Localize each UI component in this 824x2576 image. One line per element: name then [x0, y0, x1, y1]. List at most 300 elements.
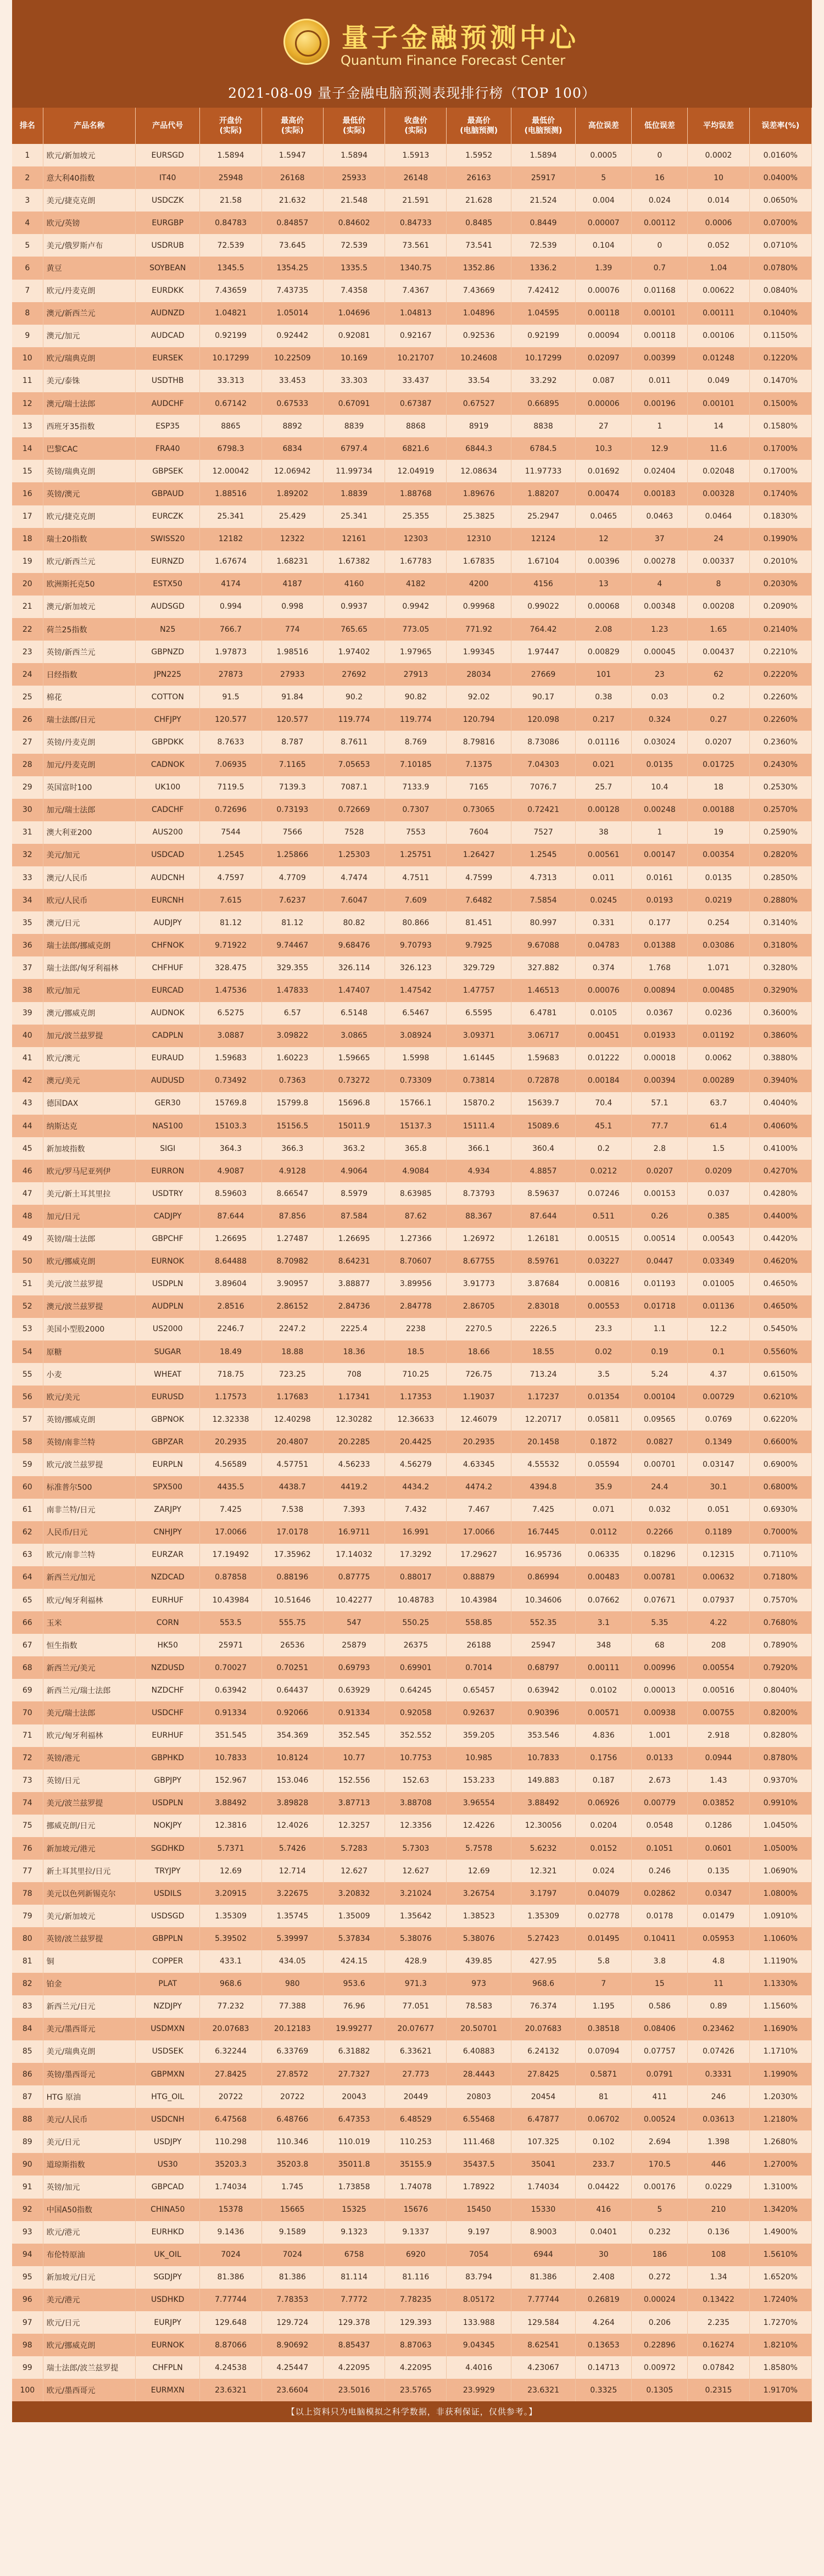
table-cell: 110.253 [385, 2130, 447, 2153]
table-row [12, 1250, 812, 1273]
table-row [12, 979, 812, 1002]
table-cell: USDCNH [136, 2108, 200, 2130]
table-cell: 21.58 [200, 189, 261, 212]
table-cell: 0.8485 [447, 212, 511, 234]
table-cell: 99 [12, 2356, 43, 2379]
table-row [12, 2334, 812, 2356]
table-cell: 1.26181 [511, 1228, 575, 1250]
table-cell: 0.0209 [688, 1160, 749, 1182]
table-cell: 3.87684 [511, 1273, 575, 1295]
table-cell: 0.2266 [632, 1521, 688, 1544]
table-cell: 90.17 [511, 686, 575, 708]
table-cell: 12303 [385, 528, 447, 550]
table-cell: 13 [576, 573, 632, 596]
table-cell: 60 [12, 1476, 43, 1499]
table-cell: 玉米 [43, 1611, 135, 1634]
table-cell: 8.63985 [385, 1182, 447, 1205]
table-cell: 3.20915 [200, 1882, 261, 1905]
table-cell: 3.88492 [200, 1792, 261, 1815]
table-cell: 53 [12, 1318, 43, 1340]
table-cell: 欧元/新西兰元 [43, 550, 135, 573]
table-cell: 59 [12, 1453, 43, 1476]
table-cell: 764.42 [511, 618, 575, 641]
table-cell: 0.1756 [576, 1747, 632, 1770]
table-cell: 0.0827 [632, 1431, 688, 1453]
table-cell: 4.9087 [200, 1160, 261, 1182]
table-cell: 7.393 [323, 1499, 385, 1521]
table-row [12, 956, 812, 979]
table-cell: 8865 [200, 415, 261, 437]
table-cell: 1.17573 [200, 1386, 261, 1408]
table-cell: 1.04696 [323, 302, 385, 325]
table-cell: 5.7371 [200, 1837, 261, 1860]
table-cell: 6.32244 [200, 2040, 261, 2063]
table-cell: 0.00348 [632, 596, 688, 618]
table-cell: 1.47833 [261, 979, 323, 1002]
table-cell: 0.1740% [749, 482, 811, 505]
table-cell: 10.7753 [385, 1747, 447, 1770]
table-cell: 0.92081 [323, 325, 385, 347]
table-cell: 6844.3 [447, 437, 511, 460]
table-cell: 加元/瑞士法郎 [43, 799, 135, 821]
table-cell: 新加坡元/港元 [43, 1837, 135, 1860]
table-cell: 1.0910% [749, 1905, 811, 1927]
table-cell: NOKJPY [136, 1815, 200, 1837]
table-cell: 78 [12, 1882, 43, 1905]
table-cell: 0.00451 [576, 1025, 632, 1047]
table-cell: 0.38 [576, 686, 632, 708]
table-cell: 152.556 [323, 1770, 385, 1792]
table-cell: 1.88516 [200, 482, 261, 505]
table-cell: 0.0464 [688, 505, 749, 528]
table-cell: 1.8580% [749, 2356, 811, 2379]
table-cell: 英镑/南非兰特 [43, 1431, 135, 1453]
table-cell: 1.26972 [447, 1228, 511, 1250]
table-cell: 8919 [447, 415, 511, 437]
table-cell: 80 [12, 1927, 43, 1950]
table-cell: 2.8516 [200, 1295, 261, 1318]
table-cell: 12.3356 [385, 1815, 447, 1837]
table-cell: 7566 [261, 821, 323, 844]
table-cell: 81.116 [385, 2266, 447, 2289]
table-cell: GBPMXN [136, 2063, 200, 2085]
table-cell: 15799.8 [261, 1092, 323, 1115]
table-cell: 9.1436 [200, 2221, 261, 2244]
table-cell: 0.01116 [576, 731, 632, 753]
table-row [12, 2130, 812, 2153]
table-cell: 0.07757 [632, 2040, 688, 2063]
table-cell: 0.2880% [749, 889, 811, 911]
table-cell: 0.2030% [749, 573, 811, 596]
table-cell: 0.00278 [632, 550, 688, 573]
table-cell: 欧元/人民币 [43, 889, 135, 911]
table-cell: 0.021 [576, 754, 632, 776]
table-cell: 0.00045 [632, 641, 688, 663]
table-cell: 9.74467 [261, 934, 323, 956]
table-row [12, 2018, 812, 2040]
table-cell: 1.195 [576, 1995, 632, 2018]
table-cell: 23 [632, 663, 688, 686]
table-cell: 7.10185 [385, 754, 447, 776]
table-cell: 100 [12, 2379, 43, 2401]
table-cell: 0.6800% [749, 1476, 811, 1499]
table-cell: USDTRY [136, 1182, 200, 1205]
table-cell: 0.7363 [261, 1070, 323, 1092]
table-cell: 0.63942 [200, 1679, 261, 1701]
table-cell: 2226.5 [511, 1318, 575, 1340]
table-cell: 4.934 [447, 1160, 511, 1182]
table-cell: 27.8425 [511, 2063, 575, 2085]
table-cell: GBPNOK [136, 1408, 200, 1431]
table-cell: 7.43669 [447, 280, 511, 302]
table-cell: 0.01692 [576, 460, 632, 482]
table-cell: AUDJPY [136, 911, 200, 934]
table-cell: 新西兰元/加元 [43, 1566, 135, 1589]
table-cell: 0.0219 [688, 889, 749, 911]
table-cell: 澳大利亚200 [43, 821, 135, 844]
table-cell: 12.9 [632, 437, 688, 460]
table-cell: 1345.5 [200, 257, 261, 279]
table-cell: 0.00094 [576, 325, 632, 347]
table-body [12, 144, 812, 2401]
table-cell: 12.3257 [323, 1815, 385, 1837]
table-cell: 0.1150% [749, 325, 811, 347]
table-cell: 0.65457 [447, 1679, 511, 1701]
table-cell: 4.7313 [511, 866, 575, 889]
table-cell: 0.051 [688, 1499, 749, 1521]
table-cell: 4438.7 [261, 1476, 323, 1499]
table-cell: 0.12315 [688, 1544, 749, 1566]
table-cell: HK50 [136, 1634, 200, 1656]
table-cell: 欧元/英镑 [43, 212, 135, 234]
table-cell: 710.25 [385, 1363, 447, 1386]
table-cell: USDSEK [136, 2040, 200, 2063]
table-cell: 6.48766 [261, 2108, 323, 2130]
table-cell: 72.539 [511, 234, 575, 257]
table-cell: 19.99277 [323, 2018, 385, 2040]
table-row [12, 2108, 812, 2130]
table-cell: 15103.3 [200, 1115, 261, 1137]
table-row [12, 2356, 812, 2379]
table-cell: 119.774 [323, 708, 385, 731]
table-row [12, 437, 812, 460]
table-cell: 3.89956 [385, 1273, 447, 1295]
table-cell: 101 [576, 663, 632, 686]
table-cell: 15011.9 [323, 1115, 385, 1137]
table-cell: 11.6 [688, 437, 749, 460]
table-cell: 6944 [511, 2244, 575, 2266]
table-cell: 0.00068 [576, 596, 632, 618]
table-cell: 7076.7 [511, 776, 575, 799]
table-cell: 0.92637 [447, 1701, 511, 1724]
table-cell: 51 [12, 1273, 43, 1295]
table-cell: 0.07426 [688, 2040, 749, 2063]
table-cell: 1.2700% [749, 2153, 811, 2176]
table-cell: 23.5765 [385, 2379, 447, 2401]
table-cell: 87.644 [200, 1205, 261, 1227]
table-cell: 70 [12, 1701, 43, 1724]
table-cell: SPX500 [136, 1476, 200, 1499]
table-cell: 15378 [200, 2199, 261, 2221]
table-cell: EURUSD [136, 1386, 200, 1408]
table-cell: 2.918 [688, 1724, 749, 1747]
table-cell: 1.1710% [749, 2040, 811, 2063]
table-cell: 0.72669 [323, 799, 385, 821]
column-header: 平均误差 [688, 108, 749, 144]
table-cell: 4182 [385, 573, 447, 596]
table-row [12, 1137, 812, 1160]
table-cell: 1.8839 [323, 482, 385, 505]
table-cell: 0.00474 [576, 482, 632, 505]
table-cell: 15 [12, 460, 43, 482]
table-cell: 1335.5 [323, 257, 385, 279]
table-cell: 111.468 [447, 2130, 511, 2153]
table-cell: 棉花 [43, 686, 135, 708]
table-cell: 12124 [511, 528, 575, 550]
table-cell: 0.049 [688, 370, 749, 392]
table-cell: 0.00112 [632, 212, 688, 234]
table-cell: JPN225 [136, 663, 200, 686]
table-cell: 7.77744 [200, 2289, 261, 2311]
table-cell: 33.313 [200, 370, 261, 392]
table-cell: 1.97873 [200, 641, 261, 663]
table-row [12, 234, 812, 257]
table-cell: 416 [576, 2199, 632, 2221]
table-cell: 37 [632, 528, 688, 550]
table-cell: 15330 [511, 2199, 575, 2221]
table-cell: 0.00208 [688, 596, 749, 618]
table-cell: 4.56279 [385, 1453, 447, 1476]
table-cell: 0.0178 [632, 1905, 688, 1927]
table-cell: 2.84736 [323, 1295, 385, 1318]
table-cell: 1.0800% [749, 1882, 811, 1905]
table-cell: 0.0447 [632, 1250, 688, 1273]
table-cell: IT40 [136, 166, 200, 189]
table-cell: 1.0450% [749, 1815, 811, 1837]
table-cell: 1.26695 [323, 1228, 385, 1250]
table-cell: 0.00106 [688, 325, 749, 347]
table-cell: 15111.4 [447, 1115, 511, 1137]
table-cell: 27 [576, 415, 632, 437]
table-cell: USDHKD [136, 2289, 200, 2311]
table-cell: 10.8124 [261, 1747, 323, 1770]
table-row [12, 731, 812, 753]
table-cell: 4156 [511, 573, 575, 596]
table-cell: 4 [12, 212, 43, 234]
table-cell: 20449 [385, 2085, 447, 2108]
table-cell: 0.00076 [576, 979, 632, 1002]
table-cell: 80.997 [511, 911, 575, 934]
table-cell: 27.8572 [261, 2063, 323, 2085]
table-cell: 87.584 [323, 1205, 385, 1227]
table-cell: 0.3180% [749, 934, 811, 956]
table-cell: 765.65 [323, 618, 385, 641]
table-row [12, 1747, 812, 1770]
table-cell: 411 [632, 2085, 688, 2108]
table-cell: 129.393 [385, 2311, 447, 2334]
table-cell: 0.187 [576, 1770, 632, 1792]
table-row [12, 1566, 812, 1589]
table-cell: 10.17299 [200, 347, 261, 370]
table-row [12, 1770, 812, 1792]
table-cell: 1.99345 [447, 641, 511, 663]
table-cell: 0.2260% [749, 686, 811, 708]
table-row [12, 663, 812, 686]
table-cell: AUDNOK [136, 1002, 200, 1025]
table-cell: 1.88207 [511, 482, 575, 505]
table-cell: 0.89 [688, 1995, 749, 2018]
table-cell: 1.39 [576, 257, 632, 279]
table-cell: 0.2090% [749, 596, 811, 618]
table-cell: 35011.8 [323, 2153, 385, 2176]
table-cell: 73.561 [385, 234, 447, 257]
table-cell: 2.08 [576, 618, 632, 641]
table-cell: 25947 [511, 1634, 575, 1656]
table-cell: 81.451 [447, 911, 511, 934]
table-cell: 6798.3 [200, 437, 261, 460]
table-cell: 11 [12, 370, 43, 392]
table-cell: 美元/新土耳其里拉 [43, 1182, 135, 1205]
table-cell: 12.627 [385, 1860, 447, 1882]
table-cell: 0.01495 [576, 1927, 632, 1950]
table-cell: 38 [576, 821, 632, 844]
table-cell: 555.75 [261, 1611, 323, 1634]
table-cell: 8.9003 [511, 2221, 575, 2244]
table-cell: 0.00188 [688, 799, 749, 821]
table-cell: 美元/新加坡元 [43, 1905, 135, 1927]
table-cell: 4.9128 [261, 1160, 323, 1182]
table-cell: 3.0887 [200, 1025, 261, 1047]
table-cell: 0.00328 [688, 482, 749, 505]
table-cell: 10.34606 [511, 1589, 575, 1611]
table-cell: 6.48529 [385, 2108, 447, 2130]
table-cell: 16.7445 [511, 1521, 575, 1544]
table-cell: 20.1458 [511, 1431, 575, 1453]
table-cell: 6.31882 [323, 2040, 385, 2063]
table-cell: SOYBEAN [136, 257, 200, 279]
table-cell: 9.71922 [200, 934, 261, 956]
table-cell: 0.0160% [749, 144, 811, 166]
table-cell: 1.5894 [200, 144, 261, 166]
table-cell: 0.0840% [749, 280, 811, 302]
table-cell: 0.3280% [749, 956, 811, 979]
logo-icon [283, 19, 330, 65]
table-cell: 0.1051 [632, 1837, 688, 1860]
table-cell: 1.35009 [323, 1905, 385, 1927]
table-cell: 0.00147 [632, 844, 688, 866]
table-cell: 0.01222 [576, 1047, 632, 1070]
table-row [12, 2244, 812, 2266]
table-cell: EURCNH [136, 889, 200, 911]
column-header: 收盘价 (实际) [385, 108, 447, 144]
table-cell: 7.538 [261, 1499, 323, 1521]
table-cell: 80.82 [323, 911, 385, 934]
table-cell: 0.1500% [749, 392, 811, 415]
table-cell: 10.24608 [447, 347, 511, 370]
table-cell: NZDUSD [136, 1656, 200, 1679]
table-cell: 120.577 [200, 708, 261, 731]
table-cell: 0.7 [632, 257, 688, 279]
table-cell: 12.2 [688, 1318, 749, 1340]
table-cell: 7.432 [385, 1499, 447, 1521]
table-cell: 1.5952 [447, 144, 511, 166]
table-cell: 0.0062 [688, 1047, 749, 1070]
table-cell: 7.7772 [323, 2289, 385, 2311]
table-cell: 3.88877 [323, 1273, 385, 1295]
table-cell: 5 [576, 166, 632, 189]
table-cell: 0.024 [576, 1860, 632, 1882]
table-cell: 773.05 [385, 618, 447, 641]
table-cell: 0.0236 [688, 1002, 749, 1025]
table-cell: 718.75 [200, 1363, 261, 1386]
table-cell: 329.729 [447, 956, 511, 979]
table-cell: ZARJPY [136, 1499, 200, 1521]
table-cell: 10.43984 [447, 1589, 511, 1611]
table-cell: 133.988 [447, 2311, 511, 2334]
table-cell: 354.369 [261, 1724, 323, 1747]
table-row [12, 889, 812, 911]
table-cell: 76.374 [511, 1995, 575, 2018]
table-cell: 4.24538 [200, 2356, 261, 2379]
table-cell: 4394.8 [511, 1476, 575, 1499]
table-cell: 8.62541 [511, 2334, 575, 2356]
table-cell: 0.91334 [323, 1701, 385, 1724]
table-cell: 66 [12, 1611, 43, 1634]
table-cell: 0.01479 [688, 1905, 749, 1927]
table-cell: 英镑/墨西哥元 [43, 2063, 135, 2085]
table-cell: 246 [688, 2085, 749, 2108]
table-cell: 0.92199 [511, 325, 575, 347]
table-cell: 欧元/罗马尼亚列伊 [43, 1160, 135, 1182]
table-cell: 7.4358 [323, 280, 385, 302]
table-cell: 553.5 [200, 1611, 261, 1634]
table-cell: 欧元/澳元 [43, 1047, 135, 1070]
table-cell: 12.30282 [323, 1408, 385, 1431]
table-cell: 0.00337 [688, 550, 749, 573]
table-cell: 0.2430% [749, 754, 811, 776]
table-cell: 英镑/新西兰元 [43, 641, 135, 663]
table-cell: 7.1375 [447, 754, 511, 776]
table-row [12, 1724, 812, 1747]
table-row [12, 2176, 812, 2198]
table-cell: AUDPLN [136, 1295, 200, 1318]
table-cell: 71 [12, 1724, 43, 1747]
table-cell: 0.23462 [688, 2018, 749, 2040]
table-cell: 0.00996 [632, 1656, 688, 1679]
table-cell: 0.2 [576, 1137, 632, 1160]
table-cell: 英镑/挪威克朗 [43, 1408, 135, 1431]
table-cell: 97 [12, 2311, 43, 2334]
table-cell: 0.011 [576, 866, 632, 889]
table-row [12, 1453, 812, 1476]
table-cell: 48 [12, 1205, 43, 1227]
table-cell: 0.374 [576, 956, 632, 979]
table-cell: 1.89202 [261, 482, 323, 505]
table-cell: 92.02 [447, 686, 511, 708]
table-cell: 0.00128 [576, 799, 632, 821]
table-cell: 54 [12, 1340, 43, 1363]
table-cell: 0.0193 [632, 889, 688, 911]
table-cell: 16.9711 [323, 1521, 385, 1544]
table-cell: 0.01933 [632, 1025, 688, 1047]
table-row [12, 1160, 812, 1182]
table-cell: 2.235 [688, 2311, 749, 2334]
table-cell: ESTX50 [136, 573, 200, 596]
table-cell: 0.00196 [632, 392, 688, 415]
table-cell: 0.69793 [323, 1656, 385, 1679]
table-cell: 0.7180% [749, 1566, 811, 1589]
table-cell: 0.02778 [576, 1905, 632, 1927]
